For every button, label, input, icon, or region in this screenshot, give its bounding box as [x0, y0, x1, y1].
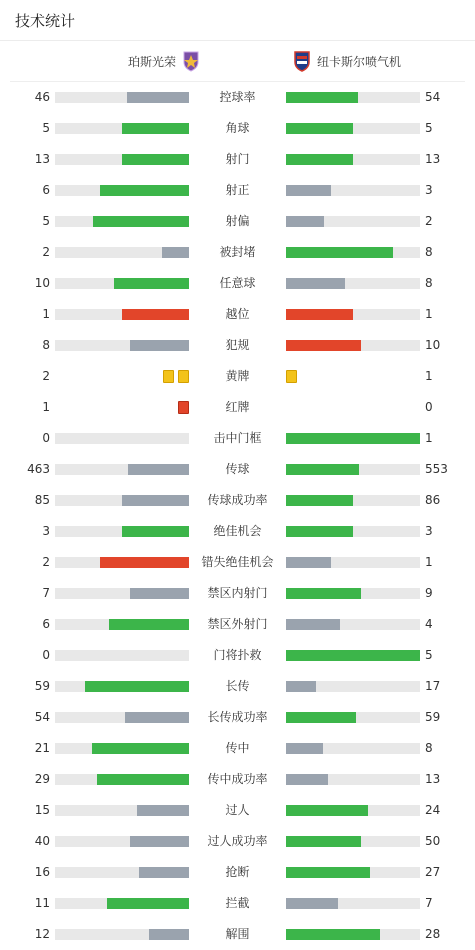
home-bar-fill: [100, 557, 189, 568]
away-bar-track: [286, 619, 420, 630]
home-bar-fill: [130, 340, 189, 351]
stat-label: 传中成功率: [207, 772, 268, 786]
home-bar-track: [55, 681, 189, 692]
home-bar-fill: [100, 185, 189, 196]
home-bar-fill: [125, 712, 189, 723]
away-value: 8: [425, 741, 433, 755]
away-bar-fill: [286, 340, 361, 351]
away-bar-fill: [286, 867, 370, 878]
home-bar-track: [55, 805, 189, 816]
home-bar-track: [55, 309, 189, 320]
away-bar-track: [286, 557, 420, 568]
home-value: 0: [42, 431, 50, 445]
stat-label: 传中: [225, 741, 250, 755]
home-bar-fill: [107, 898, 189, 909]
stat-row: [0, 361, 475, 392]
home-value: 85: [34, 493, 50, 507]
home-bar-fill: [130, 588, 189, 599]
stat-label: 红牌: [225, 400, 250, 414]
red-card-icon: [178, 401, 189, 414]
home-value: 59: [34, 679, 50, 693]
away-bar-track: [286, 433, 420, 444]
away-bar-fill: [286, 712, 356, 723]
stat-row: [0, 299, 475, 330]
stat-label: 任意球: [219, 276, 256, 290]
stat-label: 过人成功率: [207, 834, 268, 848]
stat-row: [0, 206, 475, 237]
home-bar-track: [55, 185, 189, 196]
home-bar-track: [55, 216, 189, 227]
home-team[interactable]: [10, 50, 200, 72]
stat-label: 过人: [225, 803, 250, 817]
stat-label: 错失绝佳机会: [201, 555, 274, 569]
stat-row: [0, 237, 475, 268]
home-bar-track: [55, 774, 189, 785]
stat-row: [0, 640, 475, 671]
away-bar-fill: [286, 278, 345, 289]
stat-row: [0, 919, 475, 950]
home-bar-track: [55, 619, 189, 630]
page-title: 技术统计: [15, 11, 76, 30]
stat-label: 越位: [225, 307, 250, 321]
away-value: 1: [425, 431, 433, 445]
home-value: 3: [42, 524, 50, 538]
away-value: 50: [425, 834, 441, 848]
away-bar-track: [286, 898, 420, 909]
home-bar-fill: [92, 743, 189, 754]
away-value: 10: [425, 338, 441, 352]
home-value: 2: [42, 245, 50, 259]
stat-row: [0, 857, 475, 888]
home-bar-fill: [122, 495, 189, 506]
away-value: 59: [425, 710, 441, 724]
away-bar-track: [286, 464, 420, 475]
home-value: 46: [34, 90, 50, 104]
home-value: 1: [42, 400, 50, 414]
away-bar-track: [286, 495, 420, 506]
away-bar-track: [286, 247, 420, 258]
away-bar-fill: [286, 123, 353, 134]
stat-row: [0, 392, 475, 423]
stat-row: [0, 702, 475, 733]
away-bar-track: [286, 836, 420, 847]
stat-row: [0, 82, 475, 113]
home-bar-track: [55, 278, 189, 289]
away-value: 17: [425, 679, 441, 693]
stat-row: [0, 888, 475, 919]
home-value: 0: [42, 648, 50, 662]
away-bar-track: [286, 743, 420, 754]
away-value: 1: [425, 555, 433, 569]
away-team-name: 纽卡斯尔喷气机: [317, 54, 402, 69]
stat-row: [0, 423, 475, 454]
away-value: 0: [425, 400, 433, 414]
home-bar-track: [55, 898, 189, 909]
home-bar-fill: [139, 867, 189, 878]
away-bar-track: [286, 309, 420, 320]
home-value: 13: [34, 152, 50, 166]
stat-label: 被封堵: [219, 245, 256, 259]
away-bar-track: [286, 278, 420, 289]
newcastle-jets-crest-icon: [293, 50, 311, 72]
away-bar-fill: [286, 433, 420, 444]
stat-row: [0, 268, 475, 299]
stat-row: [0, 764, 475, 795]
home-bar-fill: [122, 154, 189, 165]
yellow-card-icon: [178, 370, 189, 383]
stat-label: 犯规: [225, 338, 250, 352]
away-bar-track: [286, 340, 420, 351]
away-bar-fill: [286, 92, 358, 103]
home-value: 40: [34, 834, 50, 848]
stat-row: [0, 144, 475, 175]
home-bar-fill: [137, 805, 189, 816]
yellow-card-icon: [163, 370, 174, 383]
away-bar-fill: [286, 898, 338, 909]
away-value: 7: [425, 896, 433, 910]
away-value: 1: [425, 369, 433, 383]
stat-label: 禁区内射门: [207, 586, 268, 600]
away-team[interactable]: [293, 50, 401, 72]
home-bar-track: [55, 92, 189, 103]
home-value: 21: [34, 741, 50, 755]
home-bar-track: [55, 557, 189, 568]
away-value: 3: [425, 183, 433, 197]
home-bar-track: [55, 123, 189, 134]
home-bar-track: [55, 526, 189, 537]
away-bar-fill: [286, 309, 353, 320]
stat-label: 解围: [225, 927, 250, 941]
away-bar-fill: [286, 495, 353, 506]
home-bar-fill: [122, 123, 189, 134]
home-value: 15: [34, 803, 50, 817]
away-value: 9: [425, 586, 433, 600]
away-value: 24: [425, 803, 441, 817]
home-bar-fill: [127, 92, 189, 103]
home-bar-track: [55, 650, 189, 661]
home-bar-track: [55, 588, 189, 599]
away-value: 8: [425, 245, 433, 259]
home-bar-fill: [149, 929, 189, 940]
stat-label: 长传: [225, 679, 250, 693]
home-bar-track: [55, 836, 189, 847]
stat-label: 传球成功率: [207, 493, 268, 507]
away-bar-track: [286, 588, 420, 599]
away-bar-track: [286, 774, 420, 785]
home-bar-fill: [85, 681, 189, 692]
home-bar-track: [55, 340, 189, 351]
stat-row: [0, 330, 475, 361]
away-value: 28: [425, 927, 441, 941]
home-bar-fill: [122, 309, 189, 320]
home-team-name: 珀斯光荣: [127, 54, 176, 69]
home-value: 10: [34, 276, 50, 290]
away-bar-fill: [286, 681, 316, 692]
away-value: 54: [425, 90, 441, 104]
home-bar-fill: [114, 278, 189, 289]
home-value: 463: [27, 462, 50, 476]
stat-row: [0, 547, 475, 578]
stat-row: [0, 175, 475, 206]
away-bar-track: [286, 154, 420, 165]
home-bar-fill: [109, 619, 189, 630]
away-value: 27: [425, 865, 441, 879]
stat-row: [0, 609, 475, 640]
away-value: 86: [425, 493, 441, 507]
away-bar-track: [286, 681, 420, 692]
away-value: 3: [425, 524, 433, 538]
away-bar-fill: [286, 929, 380, 940]
stat-label: 黄牌: [225, 369, 250, 383]
away-value: 2: [425, 214, 433, 228]
home-value: 7: [42, 586, 50, 600]
stat-label: 传球: [225, 462, 250, 476]
away-bar-fill: [286, 557, 331, 568]
page-header: [0, 0, 475, 41]
home-bar-fill: [130, 836, 189, 847]
home-value: 2: [42, 369, 50, 383]
home-value: 12: [34, 927, 50, 941]
stat-label: 禁区外射门: [207, 617, 268, 631]
away-bar-fill: [286, 216, 324, 227]
home-bar-track: [55, 154, 189, 165]
away-value: 8: [425, 276, 433, 290]
home-value: 11: [34, 896, 50, 910]
stat-label: 拦截: [225, 896, 250, 910]
home-bar-fill: [128, 464, 189, 475]
away-value: 553: [425, 462, 448, 476]
home-value: 2: [42, 555, 50, 569]
home-bar-track: [55, 743, 189, 754]
away-value: 1: [425, 307, 433, 321]
away-bar-fill: [286, 185, 331, 196]
stat-row: [0, 826, 475, 857]
away-bar-fill: [286, 619, 340, 630]
away-bar-track: [286, 185, 420, 196]
away-bar-track: [286, 526, 420, 537]
stat-row: [0, 113, 475, 144]
stat-row: [0, 516, 475, 547]
home-value: 6: [42, 183, 50, 197]
away-bar-track: [286, 92, 420, 103]
away-bar-fill: [286, 154, 353, 165]
stat-row: [0, 671, 475, 702]
home-bar-fill: [93, 216, 189, 227]
away-bar-fill: [286, 588, 361, 599]
home-value: 8: [42, 338, 50, 352]
away-value: 13: [425, 152, 441, 166]
stat-label: 射正: [225, 183, 250, 197]
away-bar-track: [286, 805, 420, 816]
away-value: 13: [425, 772, 441, 786]
away-bar-track: [286, 712, 420, 723]
home-bar-fill: [122, 526, 189, 537]
stat-row: [0, 485, 475, 516]
stat-row: [0, 454, 475, 485]
home-value: 54: [34, 710, 50, 724]
away-bar-fill: [286, 247, 393, 258]
stat-label: 控球率: [219, 90, 256, 104]
away-bar-track: [286, 216, 420, 227]
away-bar-fill: [286, 650, 420, 661]
away-bar-fill: [286, 526, 353, 537]
stat-label: 射门: [225, 152, 250, 166]
teams-bar: [10, 41, 465, 82]
home-bar-track: [55, 712, 189, 723]
away-value: 5: [425, 121, 433, 135]
away-bar-fill: [286, 464, 359, 475]
home-value: 5: [42, 121, 50, 135]
home-value: 29: [34, 772, 50, 786]
stat-label: 射偏: [225, 214, 250, 228]
home-value: 16: [34, 865, 50, 879]
stat-label: 门将扑救: [213, 648, 262, 662]
stat-label: 长传成功率: [207, 710, 268, 724]
perth-glory-crest-icon: [182, 50, 200, 72]
stat-row: [0, 578, 475, 609]
home-value: 6: [42, 617, 50, 631]
stat-label: 绝佳机会: [213, 524, 262, 538]
home-bar-track: [55, 495, 189, 506]
stat-row: [0, 733, 475, 764]
away-bar-fill: [286, 805, 368, 816]
away-bar-fill: [286, 743, 323, 754]
away-bar-track: [286, 650, 420, 661]
stat-label: 击中门框: [213, 431, 262, 445]
away-bar-fill: [286, 774, 328, 785]
yellow-card-icon: [286, 370, 297, 383]
away-bar-track: [286, 123, 420, 134]
home-bar-track: [55, 867, 189, 878]
home-bar-track: [55, 929, 189, 940]
home-bar-track: [55, 247, 189, 258]
stat-label: 角球: [225, 121, 250, 135]
away-bar-track: [286, 929, 420, 940]
home-bar-fill: [162, 247, 189, 258]
stat-row: [0, 795, 475, 826]
away-value: 5: [425, 648, 433, 662]
away-bar-track: [286, 867, 420, 878]
home-bar-track: [55, 464, 189, 475]
away-value: 4: [425, 617, 433, 631]
home-bar-fill: [97, 774, 189, 785]
home-value: 5: [42, 214, 50, 228]
home-bar-track: [55, 433, 189, 444]
home-value: 1: [42, 307, 50, 321]
stat-label: 抢断: [225, 865, 250, 879]
away-bar-fill: [286, 836, 361, 847]
